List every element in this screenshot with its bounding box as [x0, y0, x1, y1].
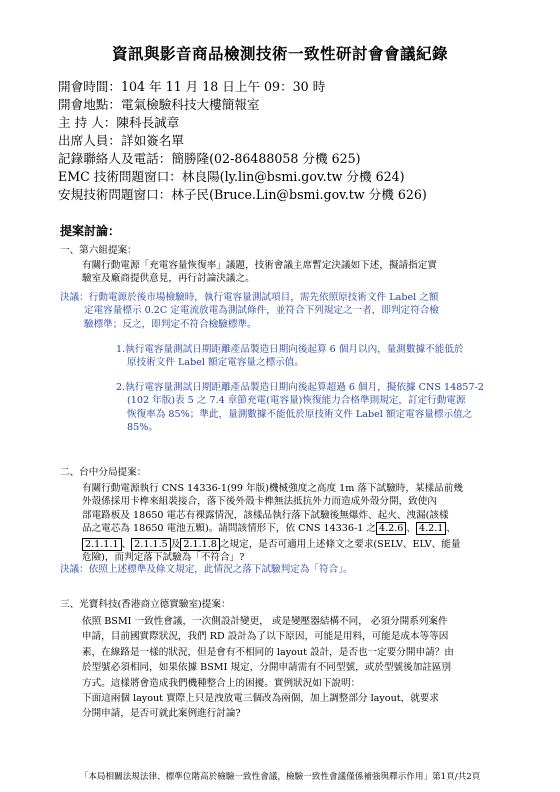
clause-ref: 4.2.1 — [416, 522, 446, 535]
body-line: 方式。這樣將會造成我們機種整合上的困擾。實例狀況如下說明： — [82, 677, 361, 689]
item-line: 原技術文件 Label 額定電容量之標示值。 — [127, 357, 304, 369]
emc-contact: EMC 技術問題窗口：林良陽(ly.lin@bsmi.gov.tw 分機 624) — [58, 169, 405, 184]
recorder-contact: 記錄聯絡人及電話：簡勝隆(02-86488058 分機 625) — [58, 151, 361, 166]
clause-ref: 2.1.1.1 — [82, 538, 122, 551]
resolution-line: 決議：行動電源於後市場檢驗時，執行電容量測試項目，需先依照原技術文件 Label 之額 — [60, 292, 439, 303]
item-line: 2.執行電容量測試日期距離產品製造日期向後起算超過 6 個月，擬依據 CNS 14857-2 — [116, 382, 484, 393]
body-line — [82, 522, 463, 535]
body-line: 分開申請，是否可就此案例進行討論? — [82, 708, 241, 720]
body-line: 素，在線路是一樣的狀況，但是會有不相同的 layout 設計，是否也一定要分開申請？由 — [82, 646, 454, 658]
proposal-3-body — [82, 614, 454, 722]
page-footer: 「本局相關法規法律、標準位階高於檢驗一致性會議，檢驗一致性會議僅係補強與釋示作用」第1頁/共2頁 — [79, 772, 481, 782]
meeting-chair: 主 持 人：陳科長誠章 — [58, 115, 180, 130]
body-line: 申請，目前國實際狀況，我們 RD 設計為了以下原因，可能是用料，可能是成本等等因 — [82, 631, 449, 643]
proposal-2-heading: 二、台中分局提案： — [60, 467, 147, 478]
separator: 、 — [121, 538, 132, 550]
attendees: 出席人員：詳如簽名單 — [58, 133, 184, 148]
safety-contact: 安規技術問題窗口：林子民(Bruce.Lin@bsmi.gov.tw 分機 626) — [58, 187, 427, 202]
proposal-2-resolution: 決議：依照上述標準及條文規定，此情況之落下試驗判定為「符合」。 — [60, 564, 353, 575]
resolution-line: 定電容量標示 0.2C 定電流放電為測試條件，並符合下列規定之一者，即判定符合檢 — [84, 305, 439, 317]
clause-ref: 4.2.6 — [376, 522, 406, 535]
separator: 、 — [446, 523, 456, 535]
proposal-1-body — [82, 259, 437, 286]
body-line — [82, 538, 463, 551]
clause-ref: 2.1.1.5 — [131, 538, 171, 551]
body-line: 有關行動電源執行 CNS 14336-1(99 年版)機械強度之高度 1m 落下試驗時，某樣品前幾 — [82, 483, 463, 494]
item-line: (102 年版)表 5 之 7.4 章節充電(電容量)恢復能力合格準則規定，訂定行動電源 — [127, 395, 466, 407]
clause-ref: 2.1.1.8 — [180, 538, 220, 551]
separator: 、 — [406, 523, 416, 535]
body-text: 品之電芯為 18650 電池五顆)。請問該情形下，依 CNS 14336-1 之 — [82, 523, 376, 535]
document-title: 資訊與影音商品檢測技術一致性研討會會議紀錄 — [111, 44, 448, 63]
proposal-3-heading: 三、光寶科技(香港商立德實驗室)提案： — [60, 599, 231, 610]
resolution-item-2 — [116, 381, 484, 435]
body-line: 外殼係採用卡榫來組裝接合，落下後外殼卡榫無法抵抗外力而造成外殼分開，致使內 — [82, 496, 437, 508]
resolution-item-1 — [116, 343, 464, 370]
meeting-place: 開會地點：電氣檢驗科技大樓簡報室 — [58, 97, 260, 112]
body-line: 危險)，而判定落下試驗為「不符合」? — [82, 552, 245, 564]
body-line: 部電路板及 18650 電芯有裸露情況，該樣品執行落下試驗後無爆炸、起火、洩漏(該樣 — [82, 509, 449, 521]
item-line: 1.執行電容量測試日期距離產品製造日期向後起算 6 個月以內，量測數據不能低於 — [116, 344, 464, 355]
separator: 及 — [170, 538, 181, 550]
body-line: 下面這兩個 layout 實際上只是洩放電三個改為兩個，加上調整部分 layout，就要求 — [82, 693, 439, 705]
proposal-2-body — [82, 482, 463, 564]
proposal-1-resolution — [60, 291, 439, 331]
body-text: 之規定，是否可適用上述條文之要求(SELV、ELV、能量 — [219, 538, 461, 550]
resolution-line: 驗標準；反之，即判定不符合檢驗標準。 — [84, 318, 257, 330]
proposal-1-heading: 一、第六組提案： — [60, 245, 137, 256]
item-line: 恢復率為 85%；準此，量測數據不能低於原技術文件 Label 額定電容量標示值之 — [127, 408, 473, 420]
body-line: 於型號必須相同，如果依據 BSMI 規定，分開申請需有不同型號，或於型號後加註區別 — [82, 662, 452, 674]
body-line: 有關行動電源「充電容量恢復率」議題，技術會議主席暫定決議如下述，擬請指定實 — [82, 260, 437, 271]
section-title: 提案討論： — [60, 224, 121, 238]
item-line: 85%。 — [127, 422, 158, 434]
body-line: 驗室及廠商提供意見，再行討論決議之。 — [82, 273, 255, 285]
meeting-time: 開會時間：104 年 11 月 18 日上午 09：30 時 — [58, 79, 326, 94]
body-line: 依照 BSMI 一致性會議，一次側設計變更， 或是變壓器結構不同， 必須分開系列案件 — [82, 616, 448, 627]
